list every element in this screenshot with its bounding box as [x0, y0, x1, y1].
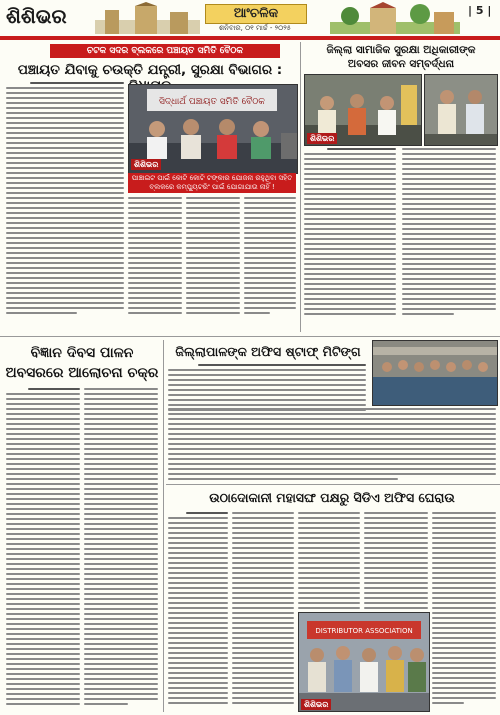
- story4-photo: [372, 340, 498, 406]
- story2-photo-left: [304, 74, 422, 146]
- story2-photo-right: [424, 74, 498, 146]
- story-divider: [166, 484, 500, 485]
- column-divider-bottom: [163, 340, 164, 712]
- story5-body-col4: [364, 512, 428, 624]
- story1-photo-stamp: ଶିଶିଭର: [131, 159, 161, 170]
- section-divider: [0, 336, 500, 337]
- story1-kicker: ଚଟକ ସଦର ବ୍ଲକରେ ପଞ୍ଚାୟତ ସମିତି ବୈଠକ: [50, 44, 280, 58]
- story1-body-col2: [128, 197, 182, 314]
- story2-photo-stamp: ଶିଶିଭର: [307, 133, 337, 144]
- story1-photo: [128, 84, 298, 174]
- story5-photo: [298, 612, 430, 712]
- story5-body-col1: [168, 512, 228, 704]
- story4-body: [168, 364, 366, 411]
- story2-body-col2: [402, 148, 496, 315]
- logo-text: ଶିଶିଭର: [6, 4, 67, 28]
- story1-body-col1: [6, 82, 124, 314]
- story3-body-col1: [6, 388, 80, 705]
- story5-body-col5: [432, 512, 496, 704]
- story3-body-col2: [84, 388, 158, 705]
- story5-headline: ଉଠାଦୋକାନୀ ମହାସଙ୍ଘ ପକ୍ଷରୁ ସିଡିଏ ଅଫିସ ଘେରାଉ: [209, 490, 455, 505]
- column-divider: [300, 42, 301, 332]
- story4-headline: ଜିଲ୍ଲାପାଳଙ୍କ ଅଫିସ ଷ୍ଟାଫ୍ ମିଟିଙ୍ଗ: [175, 344, 361, 359]
- story1-photo-caption: ପାଞ୍ଚାଇଟ ପାଇଁ କୋଟି କୋଟି ଟଙ୍କାର ଯୋଜନା ରହୁଥିବା ସହିତ ବ୍ଲକରେ କମ୍ପ୍ୟୁଟରିଂ ପାଇଁ ଯୋଗାଯାଉ ନାହିଁ !: [128, 173, 296, 193]
- protest-photo: [299, 613, 429, 711]
- staff-meeting-photo: [373, 341, 497, 405]
- newspaper-logo: [6, 4, 67, 28]
- story1-body-col4: [244, 197, 296, 314]
- section-title: ଆଂଚଳିକ: [205, 4, 307, 24]
- story2-headline: ଅବସର ଜୀବନ ସମ୍ବର୍ଦ୍ଧନା: [347, 58, 455, 70]
- story5-photo-stamp: ଶିଶିଭର: [301, 699, 331, 710]
- story5-body-col3: [298, 512, 360, 624]
- story2-body-col1: [304, 148, 396, 315]
- story3-headline-line1: ବିଜ୍ଞାନ ଦିବସ ପାଳନ: [30, 345, 134, 361]
- photo-banner-text: ସିଦ୍ଧାର୍ଥ ପଞ୍ଚାୟତ ସମିତି ବୈଠକ: [159, 97, 265, 107]
- masthead-decoration-left: [95, 2, 200, 34]
- masthead-rule: [0, 36, 500, 40]
- page-number: | 5 |: [468, 4, 492, 17]
- felicitation-photo-right: [425, 75, 497, 145]
- story4-body-wide: [168, 408, 496, 480]
- date-line: ଶନିବାର, ୦୧ ମାର୍ଚ୍ଚ - ୨୦୨୫: [218, 24, 292, 32]
- story2-kicker: ଜିଲ୍ଲା ସାମାଜିକ ସୁରକ୍ଷା ଅଧିକାରୀଙ୍କ: [326, 44, 476, 56]
- story1-body-col3: [186, 197, 240, 314]
- story3-headline-line2: ଅବସରରେ ଆଲୋଚନା ଚକ୍ର: [5, 365, 159, 381]
- story5-body-col2: [232, 512, 294, 704]
- story1-headline: ପଞ୍ଚାୟତ ଯିବାକୁ ଚଉକ୍ତି ଯନ୍ତ୍ରୀ, ସୁରକ୍ଷା ବିଭାଗର :: [17, 62, 283, 78]
- protest-banner-text: DISTRIBUTOR ASSOCIATION: [315, 627, 413, 635]
- masthead-decoration-right: [330, 2, 460, 34]
